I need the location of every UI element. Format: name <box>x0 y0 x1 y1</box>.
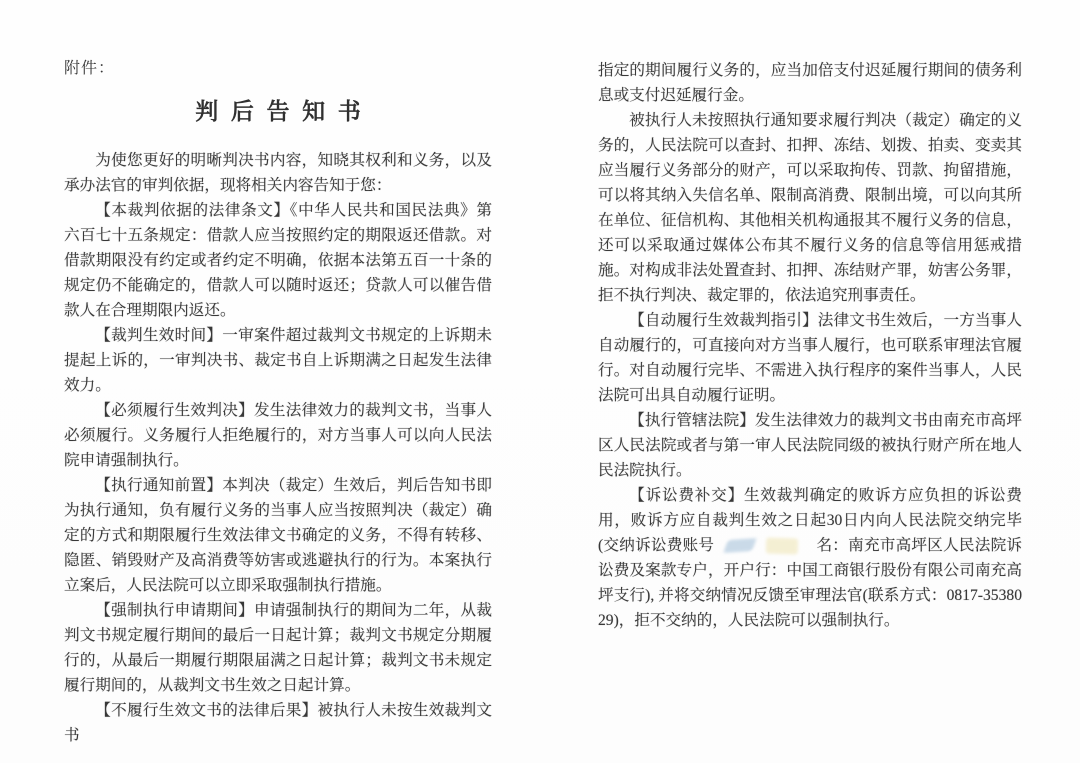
paragraph-must-perform: 【必须履行生效判决】发生法律效力的裁判文书，当事人必须履行。义务履行人拒绝履行的，对方当事人可以向人民法院申请强制执行。 <box>64 402 492 469</box>
paragraph-application-period: 【强制执行申请期间】申请强制执行的期间为二年，从裁判文书规定履行期间的最后一日起计算；裁判文书规定分期履行的，从最后一期履行期限届满之日起计算；裁判文书未规定履行期间的，从裁判文书生效之日起计算。 <box>64 602 492 694</box>
paragraph-intro: 为使您更好的明晰判决书内容，知晓其权利和义务，以及承办法官的审判依据，现将相关内容告知于您： <box>64 152 492 194</box>
paragraph-consequences-start: 【不履行生效文书的法律后果】被执行人未按生效裁判文书 <box>64 702 492 744</box>
right-column <box>598 58 1022 743</box>
redaction-smudge-yellow-icon <box>766 537 799 554</box>
redaction-smudge-blue-icon <box>723 538 757 553</box>
paragraph-jurisdiction-court: 【执行管辖法院】发生法律效力的裁判文书由南充市高坪区人民法院或者与第一审人民法院同级的被执行财产所在地人民法院执行。 <box>597 412 1022 479</box>
paragraph-execution-notice: 【执行通知前置】本判决（裁定）生效后，判后告知书即为执行通知，负有履行义务的当事人应当按照判决（裁定）确定的方式和期限履行生效法律文书确定的义务，不得有转移、隐匿、销毁财产及高消费等妨害或逃避执行的行为。本案执行立案后，人民法院可以立即采取强制执行措施。 <box>64 477 492 594</box>
paragraph-legal-basis: 【本裁判依据的法律条文】《中华人民共和国民法典》第六百七十五条规定：借款人应当按照约定的期限返还借款。对借款期限没有约定或者约定不明确，依据本法第五百一十条的规定仍不能确定的，借款人可以随时返还；贷款人可以催告借款人在合理期限内返还。 <box>64 202 492 319</box>
paragraph-enforcement-measures: 被执行人未按照执行通知要求履行判决（裁定）确定的义务的，人民法院可以查封、扣押、冻结、划拨、拍卖、变卖其应当履行义务部分的财产，可以采取拘传、罚款、拘留措施，可以将其纳入失信名单、限制高消费、限制出境，可以向其所在单位、征信机构、其他相关机构通报其不履行义务的信息，还可以采取通过媒体公布其不履行义务的信息等信用惩戒措施。对构成非法处置查封、扣押、冻结财产罪，妨害公务罪，拒不执行判决、裁定罪的，依法追究刑事责任。 <box>597 112 1022 304</box>
paragraph-effective-time: 【裁判生效时间】一审案件超过裁判文书规定的上诉期未提起上诉的，一审判决书、裁定书自上诉期满之日起发生法律效力。 <box>64 327 492 394</box>
attachment-label: 附件： <box>64 60 116 77</box>
redacted-account-number <box>714 537 816 550</box>
fee-text-after: 名：南充市高坪区人民法院诉讼费及案款专户，开户行：中国工商银行股份有限公司南充高坪支行), 并将交纳情况反馈至审理法官(联系方式：0817-3538029)，拒不交纳的，人民法院可以强制执行。 <box>597 537 1022 629</box>
document-title: 判后告知书 <box>195 99 374 124</box>
left-column <box>64 58 492 743</box>
paragraph-litigation-fee <box>598 483 1022 633</box>
paragraph-voluntary-performance: 【自动履行生效裁判指引】法律文书生效后，一方当事人自动履行的，可直接向对方当事人履行，也可联系审理法官履行。对自动履行完毕、不需进入执行程序的案件当事人，人民法院可出具自动履行证明。 <box>597 312 1022 404</box>
paragraph-consequences-continuation: 指定的期间履行义务的，应当加倍支付迟延履行期间的债务利息或支付迟延履行金。 <box>597 62 1022 104</box>
fee-text-before: 【诉讼费补交】生效裁判确定的败诉方应负担的诉讼费用，败诉方应自裁判生效之日起30日内向人民法院交纳完毕(交纳诉讼费账号 <box>597 487 1022 554</box>
